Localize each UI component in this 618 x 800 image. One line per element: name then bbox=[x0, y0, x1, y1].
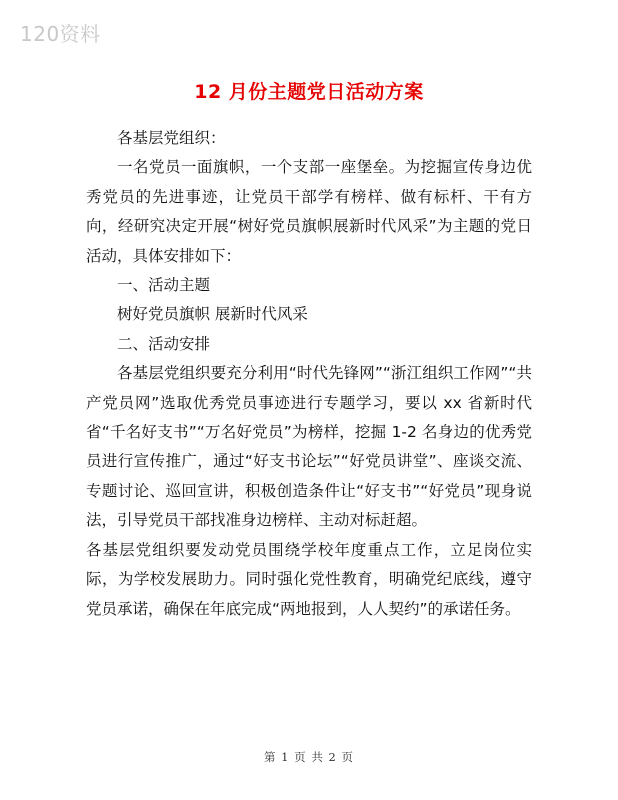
salutation: 各基层党组织： bbox=[117, 129, 226, 147]
section-heading-1: 一、活动主题 bbox=[117, 276, 211, 295]
watermark: 120资料 bbox=[20, 22, 101, 46]
document-body bbox=[86, 124, 532, 624]
document-title: 12 月份主题党日活动方案 bbox=[194, 81, 424, 103]
section-heading-2: 二、活动安排 bbox=[117, 334, 211, 353]
intro-paragraph: 一名党员一面旗帜，一个支部一座堡垒。为挖掘宣传身边优秀党员的先进事迹，让党员干部学有榜样、做有标杆、干有方向，经研究决定开展“树好党员旗帜展新时代风采”为主题的党日活动，具体安排如下： bbox=[86, 158, 532, 265]
section-2-paragraph-1: 各基层党组织要充分利用“时代先锋网”“浙江组织工作网”“共产党员网”选取优秀党员事迹进行专题学习，要以 xx 省新时代省“千名好支书”“万名好党员”为榜样，挖掘 1-2 名身边的优秀党员进行宣传推广，通过“好支书论坛”“好党员讲堂”、座谈交流、专题讨论、巡回宣讲，积极创造条件让“好支书”“好党员”现身说法，引导党员干部找准身边榜样、主动对标赶超。 bbox=[86, 364, 532, 530]
section-1-text: 树好党员旗帜 展新时代风采 bbox=[117, 305, 308, 324]
page-footer: 第 1 页 共 2 页 bbox=[264, 750, 354, 764]
section-2-paragraph-2: 各基层党组织要发动党员围绕学校年度重点工作，立足岗位实际，为学校发展助力。同时强化党性教育，明确党纪底线，遵守党员承诺，确保在年底完成“两地报到，人人契约”的承诺任务。 bbox=[86, 540, 532, 618]
